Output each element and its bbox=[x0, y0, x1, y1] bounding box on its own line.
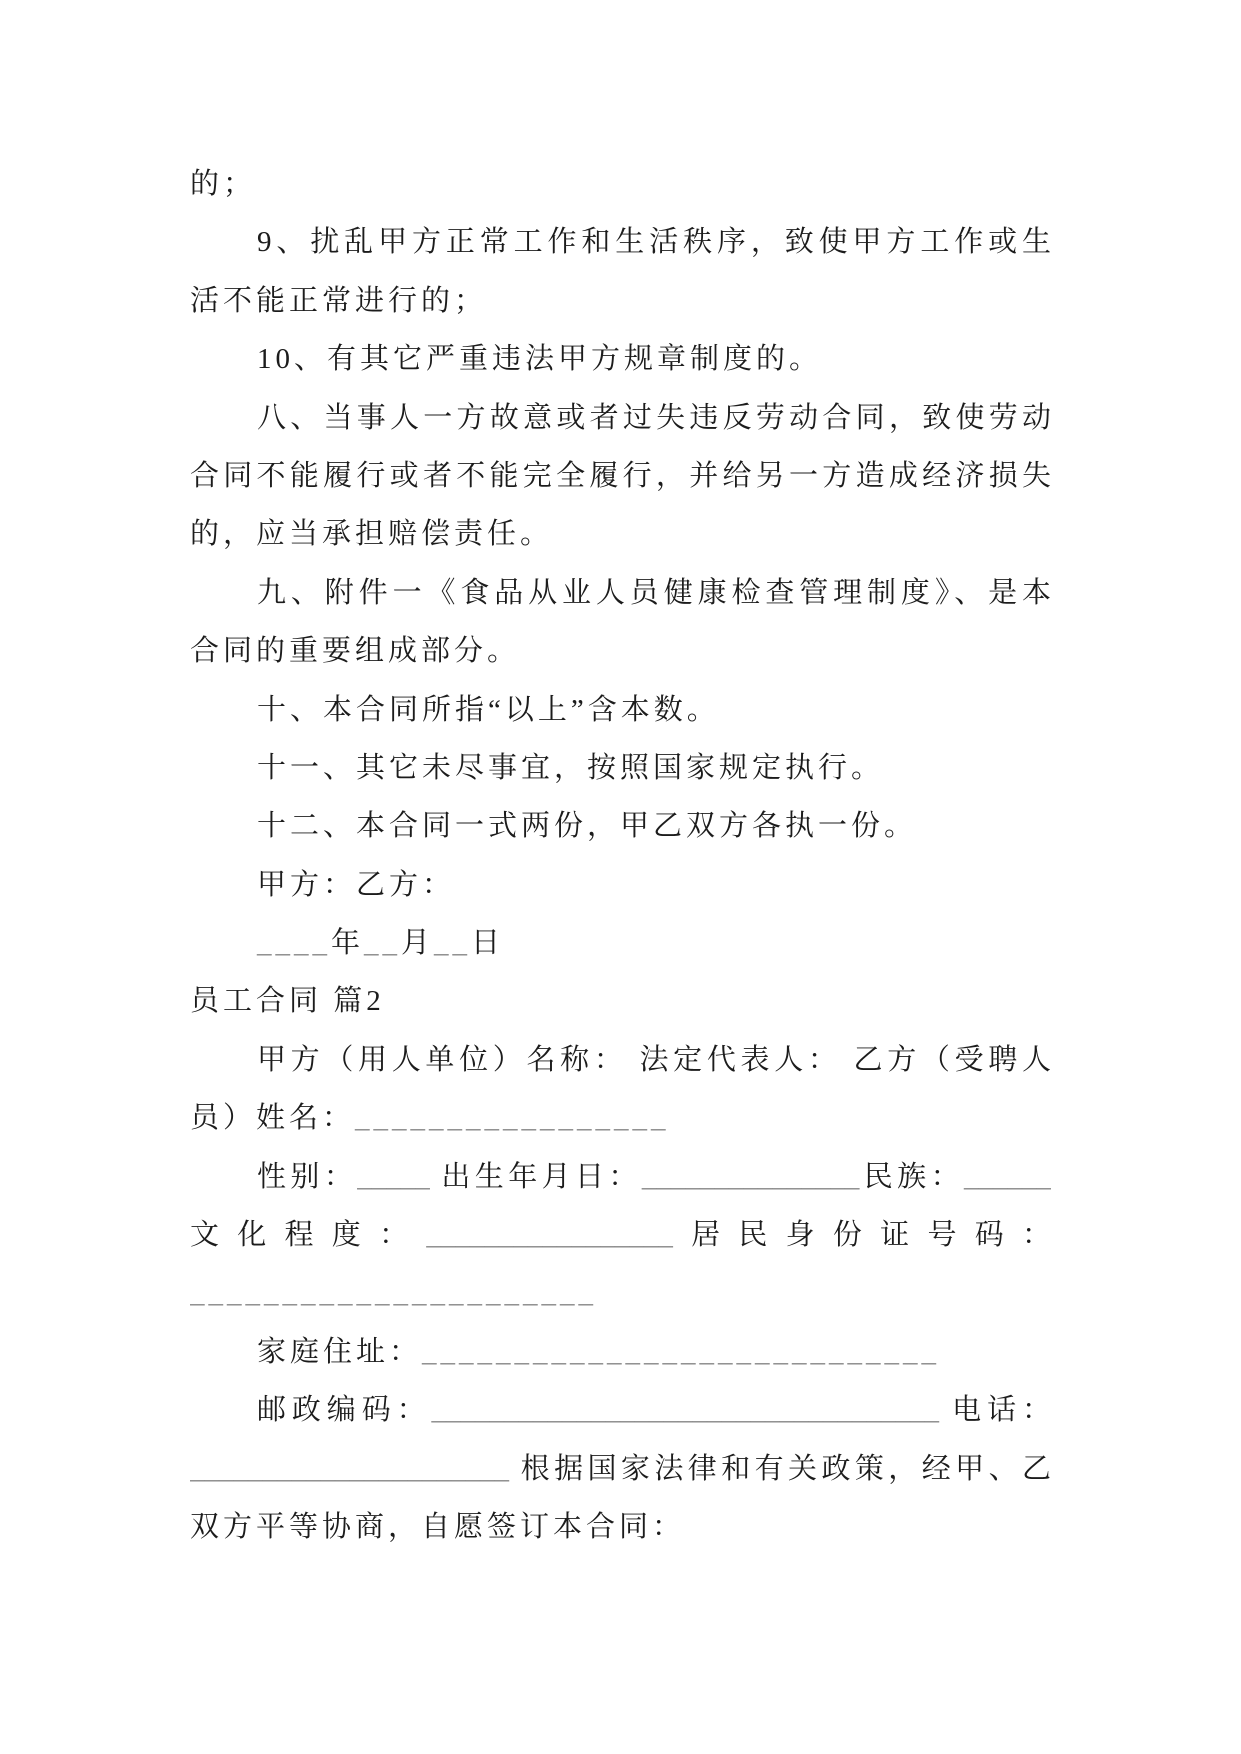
blank-field-line: _________________ bbox=[426, 1219, 673, 1252]
text-line: 八、当事人一方故意或者过失违反劳动合同，致使劳动 bbox=[257, 401, 1051, 434]
text-line: ______________________ 根据国家法律和有关政策，经甲、乙 bbox=[190, 1452, 1051, 1485]
text-line: 九、附件一《食品从业人员健康检查管理制度》、是本 bbox=[257, 576, 1051, 609]
text-line: 家庭住址：____________________________ bbox=[257, 1335, 941, 1368]
blank-field-line: ___________________________________ bbox=[431, 1394, 940, 1427]
text-line: 10、有其它严重违法甲方规章制度的。 bbox=[257, 343, 823, 376]
blank-field-line: ____ bbox=[257, 927, 331, 960]
text-line: 十二、本合同一式两份，甲乙双方各执一份。 bbox=[257, 810, 918, 843]
blank-field-line: ______________________ bbox=[190, 1277, 597, 1310]
text-line bbox=[190, 1264, 1051, 1322]
blank-field-line: ____________________________ bbox=[422, 1335, 941, 1368]
blank-field-line: ______________________ bbox=[190, 1452, 509, 1485]
text-line: 活不能正常进行的； bbox=[190, 284, 488, 317]
blank-field-line: _____ bbox=[357, 1160, 430, 1193]
text-line: 9、扰乱甲方正常工作和生活秩序，致使甲方工作或生 bbox=[257, 226, 1051, 259]
text-line: 文化程度：_________________居民身份证号码： bbox=[190, 1219, 1051, 1252]
text-line: 合同不能履行或者不能完全履行，并给另一方造成经济损失 bbox=[190, 459, 1051, 492]
blank-field-line: __ bbox=[364, 927, 402, 960]
signature-parties-line: 甲方：乙方： bbox=[257, 868, 456, 901]
text-line: 的，应当承担赔偿责任。 bbox=[190, 518, 554, 551]
text-line: 员）姓名：_________________ bbox=[190, 1102, 670, 1135]
blank-field-line: __ bbox=[434, 927, 472, 960]
document-page bbox=[190, 155, 1051, 1556]
text-line: 邮政编码：___________________________________ 电话： bbox=[257, 1394, 1051, 1427]
blank-field-line: _________________ bbox=[355, 1102, 670, 1135]
text-line: 甲方（用人单位）名称： 法定代表人： 乙方（受聘人 bbox=[257, 1043, 1051, 1076]
section-heading: 员工合同 篇2 bbox=[190, 985, 385, 1018]
text-line: 双方平等协商，自愿签订本合同： bbox=[190, 1510, 686, 1543]
text-line: 的； bbox=[190, 168, 257, 200]
text-line: 十一、其它未尽事宜，按照国家规定执行。 bbox=[257, 751, 885, 784]
date-line: ____年__月__日 bbox=[257, 927, 505, 960]
text-line: 十、本合同所指“以上”含本数。 bbox=[257, 693, 720, 726]
blank-field-line: _______________ bbox=[641, 1160, 860, 1193]
text-line: 性别：_____ 出生年月日：_______________民族：______ bbox=[257, 1160, 1051, 1193]
blank-field-line: ______ bbox=[963, 1160, 1051, 1193]
text-line: 合同的重要组成部分。 bbox=[190, 635, 521, 668]
